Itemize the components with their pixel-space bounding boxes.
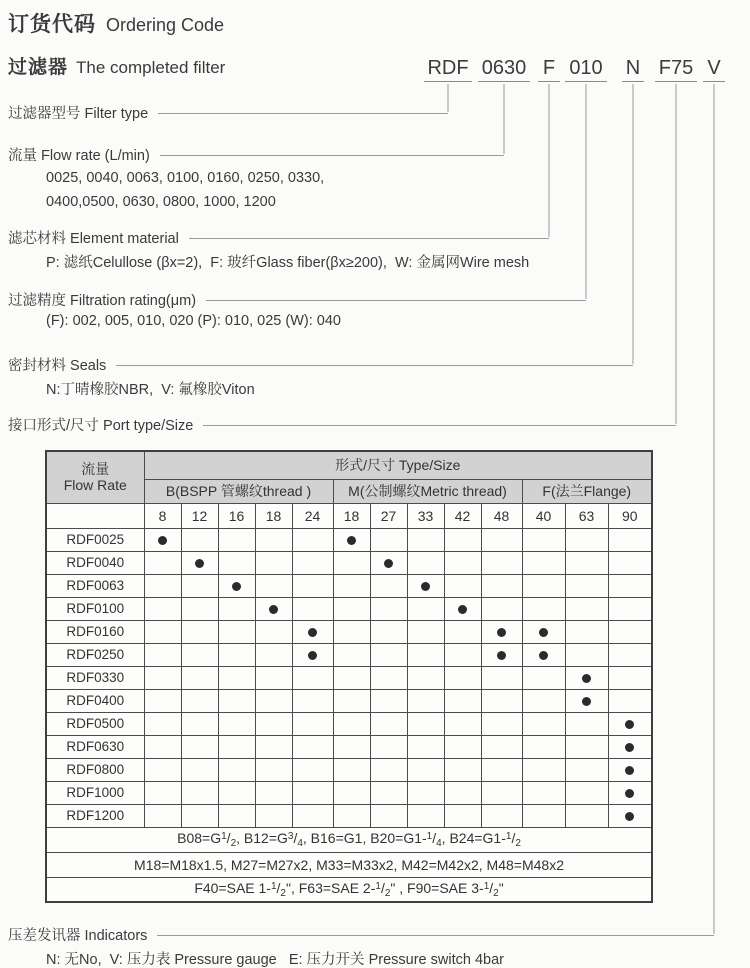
- size-cell: [292, 574, 333, 597]
- availability-dot: [458, 605, 467, 614]
- size-cell: [444, 804, 481, 827]
- model-cell: RDF0400: [46, 689, 144, 712]
- size-cell: [333, 597, 370, 620]
- section-label-text-filtration-rating: 过滤精度 Filtration rating(μm): [8, 292, 197, 309]
- size-cell: [370, 574, 407, 597]
- size-cell: [333, 528, 370, 551]
- section-label-filtration-rating: [8, 289, 586, 309]
- flow-rate-spacer-cell: [46, 503, 144, 528]
- size-cell: [370, 781, 407, 804]
- size-cell: [565, 620, 608, 643]
- size-cell: [370, 735, 407, 758]
- size-cell: [218, 712, 255, 735]
- size-cell: [333, 712, 370, 735]
- size-cell: [481, 551, 522, 574]
- size-cell: [181, 804, 218, 827]
- size-cell: [144, 643, 181, 666]
- size-cell: [608, 735, 652, 758]
- flange-group-header: F(法兰Flange): [522, 479, 652, 503]
- section-leader-line-filtration-rating: [206, 300, 586, 301]
- size-cell: [218, 666, 255, 689]
- code-part-filter-type: RDF: [424, 57, 472, 82]
- size-cell: [144, 689, 181, 712]
- section-label-text-port-type-size: 接口形式/尺寸 Port type/Size: [8, 417, 194, 434]
- size-cell: [565, 597, 608, 620]
- size-cell: [370, 689, 407, 712]
- availability-dot: [158, 536, 167, 545]
- metric-group-header: M(公制螺纹Metric thread): [333, 479, 522, 503]
- bspp-group-header: B(BSPP 管螺纹thread ): [144, 479, 333, 503]
- size-cell: [181, 758, 218, 781]
- size-cell: [565, 735, 608, 758]
- size-cell: [407, 781, 444, 804]
- flow-rate-header-en: Flow Rate: [63, 477, 127, 494]
- size-header-b12: 12: [181, 503, 218, 528]
- section-label-flow-rate: [8, 144, 504, 164]
- availability-dot: [195, 559, 204, 568]
- size-header-f40: 40: [522, 503, 565, 528]
- table-row-rdf0800: [46, 758, 652, 781]
- size-cell: [481, 758, 522, 781]
- size-cell: [608, 643, 652, 666]
- section-label-port-type-size: [8, 414, 676, 434]
- size-cell: [181, 643, 218, 666]
- size-cell: [181, 689, 218, 712]
- table-row-rdf0400: [46, 689, 652, 712]
- model-cell: RDF0330: [46, 666, 144, 689]
- availability-dot: [625, 789, 634, 798]
- size-cell: [255, 666, 292, 689]
- size-cell: [608, 666, 652, 689]
- code-part-seals: N: [622, 57, 644, 82]
- size-cell: [370, 597, 407, 620]
- size-header-m48: 48: [481, 503, 522, 528]
- size-cell: [565, 758, 608, 781]
- size-cell: [444, 643, 481, 666]
- size-cell: [255, 551, 292, 574]
- table-row-rdf0040: [46, 551, 652, 574]
- size-cell: [370, 666, 407, 689]
- size-cell: [444, 597, 481, 620]
- size-cell: [565, 528, 608, 551]
- size-cell: [444, 735, 481, 758]
- size-cell: [407, 643, 444, 666]
- size-cell: [255, 643, 292, 666]
- size-cell: [292, 758, 333, 781]
- section-detail-element-material-1: P: 滤纸Celullose (βx=2), F: 玻纤Glass fiber(βx≥200), W: 金属网Wire mesh: [46, 255, 530, 271]
- availability-dot: [582, 674, 591, 683]
- section-detail-flow-rate-2: 0400,0500, 0630, 0800, 1000, 1200: [46, 194, 276, 210]
- section-leader-line-seals: [116, 365, 633, 366]
- section-leader-line-element-material: [189, 238, 549, 239]
- size-cell: [181, 781, 218, 804]
- size-cell: [144, 574, 181, 597]
- size-cell: [481, 666, 522, 689]
- size-cell: [407, 758, 444, 781]
- availability-dot: [625, 766, 634, 775]
- model-cell: RDF0100: [46, 597, 144, 620]
- size-cell: [144, 804, 181, 827]
- size-cell: [444, 551, 481, 574]
- table-row-rdf0063: [46, 574, 652, 597]
- size-cell: [481, 643, 522, 666]
- size-header-b18: 18: [255, 503, 292, 528]
- size-cell: [144, 597, 181, 620]
- footnote-bspp-thread-equivalents: $B08=G^1/_2$, $B12=G^3/_4$, B16=G1, $B20=G1-^1/_4$, $B24=G1-^1/_2$: [46, 827, 652, 852]
- code-part-port-type-size: F75: [655, 57, 697, 82]
- size-cell: [370, 758, 407, 781]
- size-cell: [144, 528, 181, 551]
- size-cell: [218, 689, 255, 712]
- size-cell: [608, 528, 652, 551]
- size-cell: [218, 597, 255, 620]
- code-part-indicators: V: [703, 57, 725, 82]
- size-cell: [255, 781, 292, 804]
- section-label-text-flow-rate: 流量 Flow rate (L/min): [8, 147, 150, 164]
- size-cell: [565, 666, 608, 689]
- size-cell: [333, 735, 370, 758]
- size-cell: [481, 804, 522, 827]
- size-cell: [292, 689, 333, 712]
- size-cell: [481, 528, 522, 551]
- size-cell: [522, 689, 565, 712]
- size-header-m27: 27: [370, 503, 407, 528]
- table-row-rdf0250: [46, 643, 652, 666]
- port-size-table: [45, 450, 653, 903]
- model-cell: RDF0800: [46, 758, 144, 781]
- footnote-row: [46, 852, 652, 877]
- section-leader-line-filter-type: [158, 113, 448, 114]
- section-label-filter-type: [8, 102, 448, 122]
- section-label-seals: [8, 354, 633, 374]
- size-cell: [333, 666, 370, 689]
- size-cell: [608, 804, 652, 827]
- size-cell: [255, 620, 292, 643]
- footnote-flange-equivalents: F40=SAE $1-^1/_2$", F63=SAE $2-^1/_2$" , F90=SAE $3-^1/_2$": [46, 877, 652, 902]
- size-cell: [333, 804, 370, 827]
- size-cell: [218, 551, 255, 574]
- size-cell: [444, 620, 481, 643]
- size-header-f90: 90: [608, 503, 652, 528]
- table-row-rdf1000: [46, 781, 652, 804]
- size-cell: [608, 781, 652, 804]
- section-label-text-element-material: 滤芯材料 Element material: [8, 230, 179, 247]
- section-label-text-indicators: 压差发讯器 Indicators: [8, 927, 148, 944]
- table-row-rdf0500: [46, 712, 652, 735]
- size-header-b24: 24: [292, 503, 333, 528]
- size-cell: [522, 574, 565, 597]
- footnote-metric-thread-equivalents: M18=M18x1.5, M27=M27x2, M33=M33x2, M42=M42x2, M48=M48x2: [46, 852, 652, 877]
- size-cell: [292, 804, 333, 827]
- size-cell: [608, 758, 652, 781]
- page-title-zh: 订货代码: [8, 13, 96, 36]
- table-row-rdf0100: [46, 597, 652, 620]
- section-label-indicators: [8, 924, 714, 944]
- size-cell: [481, 781, 522, 804]
- size-cell: [255, 804, 292, 827]
- size-header-b16: 16: [218, 503, 255, 528]
- size-cell: [181, 574, 218, 597]
- page-title-en: Ordering Code: [106, 15, 225, 35]
- size-cell: [218, 643, 255, 666]
- section-detail-seals-1: N:丁晴橡胶NBR, V: 氟橡胶Viton: [46, 382, 255, 398]
- size-cell: [407, 804, 444, 827]
- model-cell: RDF0250: [46, 643, 144, 666]
- availability-dot: [625, 743, 634, 752]
- availability-dot: [232, 582, 241, 591]
- model-cell: RDF0025: [46, 528, 144, 551]
- section-leader-line-flow-rate: [160, 155, 504, 156]
- availability-dot: [269, 605, 278, 614]
- section-label-text-filter-type: 过滤器型号 Filter type: [8, 105, 149, 122]
- page-subtitle-en: The completed filter: [76, 58, 226, 77]
- size-cell: [481, 620, 522, 643]
- size-cell: [218, 620, 255, 643]
- model-cell: RDF1200: [46, 804, 144, 827]
- availability-dot: [308, 628, 317, 637]
- code-part-filtration-rating: 010: [565, 57, 607, 82]
- section-detail-indicators-1: N: 无No, V: 压力表 Pressure gauge E: 压力开关 Pressure switch 4bar: [46, 952, 504, 968]
- size-cell: [481, 712, 522, 735]
- code-part-element-material: F: [538, 57, 560, 82]
- size-cell: [407, 574, 444, 597]
- size-cell: [522, 666, 565, 689]
- size-header-b8: 8: [144, 503, 181, 528]
- size-cell: [292, 781, 333, 804]
- size-cell: [181, 528, 218, 551]
- size-cell: [407, 528, 444, 551]
- flow-rate-header-cell: [46, 451, 144, 503]
- size-cell: [370, 712, 407, 735]
- size-cell: [292, 551, 333, 574]
- footnote-row: [46, 877, 652, 902]
- size-cell: [255, 758, 292, 781]
- availability-dot: [582, 697, 591, 706]
- section-detail-filtration-rating-1: (F): 002, 005, 010, 020 (P): 010, 025 (W): 040: [46, 313, 341, 329]
- table-row-rdf1200: [46, 804, 652, 827]
- size-cell: [370, 804, 407, 827]
- size-cell: [407, 597, 444, 620]
- size-cell: [181, 666, 218, 689]
- size-cell: [370, 551, 407, 574]
- size-cell: [444, 574, 481, 597]
- size-cell: [144, 781, 181, 804]
- availability-dot: [539, 628, 548, 637]
- availability-dot: [625, 812, 634, 821]
- model-cell: RDF0063: [46, 574, 144, 597]
- model-cell: RDF0040: [46, 551, 144, 574]
- size-cell: [333, 551, 370, 574]
- size-cell: [481, 735, 522, 758]
- size-cell: [333, 781, 370, 804]
- size-cell: [565, 689, 608, 712]
- table-row-rdf0330: [46, 666, 652, 689]
- size-cell: [218, 758, 255, 781]
- model-cell: RDF1000: [46, 781, 144, 804]
- size-cell: [608, 574, 652, 597]
- size-header-m33: 33: [407, 503, 444, 528]
- size-cell: [481, 597, 522, 620]
- size-cell: [608, 620, 652, 643]
- size-cell: [565, 712, 608, 735]
- size-header-m42: 42: [444, 503, 481, 528]
- size-cell: [565, 574, 608, 597]
- size-cell: [407, 689, 444, 712]
- size-cell: [292, 712, 333, 735]
- size-cell: [292, 666, 333, 689]
- flow-rate-header-zh: 流量: [81, 461, 110, 478]
- size-cell: [407, 712, 444, 735]
- size-cell: [481, 689, 522, 712]
- size-cell: [333, 643, 370, 666]
- size-cell: [407, 735, 444, 758]
- availability-dot: [497, 628, 506, 637]
- size-header-f63: 63: [565, 503, 608, 528]
- size-cell: [522, 712, 565, 735]
- size-cell: [292, 735, 333, 758]
- availability-dot: [625, 720, 634, 729]
- size-cell: [255, 735, 292, 758]
- size-cell: [522, 781, 565, 804]
- size-cell: [218, 781, 255, 804]
- size-cell: [255, 574, 292, 597]
- size-cell: [181, 735, 218, 758]
- size-cell: [444, 781, 481, 804]
- size-cell: [218, 735, 255, 758]
- size-cell: [522, 551, 565, 574]
- size-cell: [333, 758, 370, 781]
- size-cell: [522, 597, 565, 620]
- type-size-header-cell: 形式/尺寸 Type/Size: [144, 451, 652, 479]
- size-cell: [181, 620, 218, 643]
- size-cell: [608, 597, 652, 620]
- size-cell: [522, 735, 565, 758]
- table-row-rdf0630: [46, 735, 652, 758]
- size-cell: [522, 528, 565, 551]
- size-cell: [144, 712, 181, 735]
- size-cell: [370, 643, 407, 666]
- size-cell: [255, 528, 292, 551]
- size-cell: [333, 574, 370, 597]
- size-cell: [522, 804, 565, 827]
- size-cell: [444, 528, 481, 551]
- section-leader-line-indicators: [157, 935, 714, 936]
- footnote-row: [46, 827, 652, 852]
- size-cell: [181, 597, 218, 620]
- size-header-m18: 18: [333, 503, 370, 528]
- availability-dot: [384, 559, 393, 568]
- availability-dot: [539, 651, 548, 660]
- size-cell: [333, 620, 370, 643]
- size-cell: [407, 620, 444, 643]
- size-cell: [218, 528, 255, 551]
- code-part-flow-rate: 0630: [478, 57, 530, 82]
- size-cell: [144, 666, 181, 689]
- page-subtitle-zh: 过滤器: [8, 57, 69, 78]
- size-cell: [444, 712, 481, 735]
- size-cell: [370, 620, 407, 643]
- model-cell: RDF0630: [46, 735, 144, 758]
- size-cell: [407, 666, 444, 689]
- section-leader-line-port-type-size: [203, 425, 676, 426]
- size-cell: [565, 643, 608, 666]
- size-cell: [144, 758, 181, 781]
- size-cell: [444, 758, 481, 781]
- size-cell: [144, 551, 181, 574]
- size-cell: [292, 643, 333, 666]
- availability-dot: [347, 536, 356, 545]
- size-cell: [333, 689, 370, 712]
- availability-dot: [421, 582, 430, 591]
- table-row-rdf0160: [46, 620, 652, 643]
- size-cell: [407, 551, 444, 574]
- size-cell: [181, 551, 218, 574]
- size-cell: [292, 528, 333, 551]
- size-cell: [292, 620, 333, 643]
- size-cell: [255, 597, 292, 620]
- size-cell: [565, 781, 608, 804]
- size-cell: [522, 758, 565, 781]
- size-cell: [565, 804, 608, 827]
- page-subtitle: [8, 52, 225, 79]
- size-cell: [444, 689, 481, 712]
- section-label-text-seals: 密封材料 Seals: [8, 357, 107, 374]
- size-cell: [522, 643, 565, 666]
- size-cell: [144, 735, 181, 758]
- size-cell: [481, 574, 522, 597]
- size-cell: [565, 551, 608, 574]
- availability-dot: [308, 651, 317, 660]
- section-label-element-material: [8, 227, 549, 247]
- size-cell: [255, 689, 292, 712]
- model-cell: RDF0500: [46, 712, 144, 735]
- table-row-rdf0025: [46, 528, 652, 551]
- size-cell: [608, 551, 652, 574]
- availability-dot: [497, 651, 506, 660]
- size-cell: [292, 597, 333, 620]
- section-detail-flow-rate-1: 0025, 0040, 0063, 0100, 0160, 0250, 0330,: [46, 170, 325, 186]
- size-cell: [444, 666, 481, 689]
- size-cell: [522, 620, 565, 643]
- size-cell: [218, 804, 255, 827]
- size-cell: [255, 712, 292, 735]
- size-cell: [608, 689, 652, 712]
- model-cell: RDF0160: [46, 620, 144, 643]
- size-cell: [181, 712, 218, 735]
- size-cell: [608, 712, 652, 735]
- size-cell: [218, 574, 255, 597]
- size-cell: [144, 620, 181, 643]
- size-cell: [370, 528, 407, 551]
- page-title: [8, 8, 224, 38]
